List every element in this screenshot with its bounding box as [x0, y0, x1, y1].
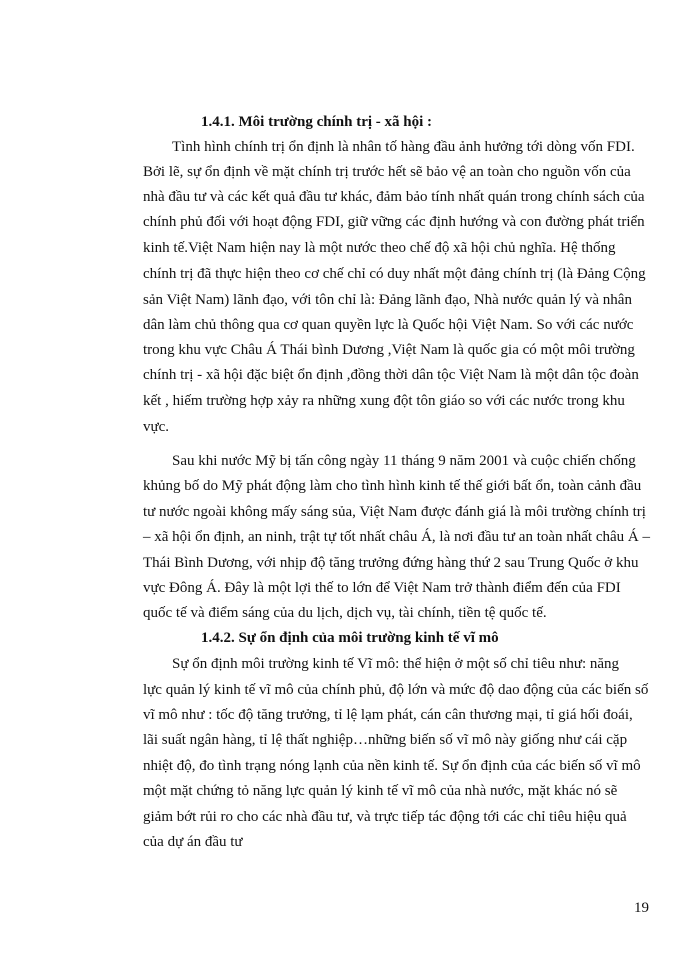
text-line: sản Việt Nam) lãnh đạo, với tôn chỉ là: Đảng lãnh đạo, Nhà nước quản lý và nhân: [143, 292, 632, 308]
text-line: của dự án đầu tư: [143, 834, 243, 850]
text-line: Bởi lẽ, sự ổn định về mặt chính trị trước hết sẽ bảo vệ an toàn cho nguồn vốn của: [143, 164, 631, 180]
text-line: lãi suất ngân hàng, tỉ lệ thất nghiệp…những biến số vĩ mô này giống như cái cặp: [143, 732, 628, 748]
text-line: nhiệt độ, đo tình trạng nóng lạnh của nền kinh tế. Sự ổn định của các biến số vĩ mô: [143, 758, 641, 774]
text-line: vĩ mô như : tốc độ tăng trưởng, tỉ lệ lạm phát, cán cân thương mại, tỉ giá hối đoái,: [143, 707, 633, 723]
text-line: quốc tế và điểm sáng của du lịch, dịch vụ, tài chính, tiền tệ quốc tế.: [143, 605, 547, 621]
text-line: lực quản lý kinh tế vĩ mô của chính phủ, độ lớn và mức độ dao động của các biến số: [143, 682, 649, 698]
text-line: chính trị đã thực hiện theo cơ chế chỉ có duy nhất một đảng chính trị (là Đảng Cộng: [143, 266, 646, 282]
text-line: nhà đầu tư và các kết quả đầu tư khác, đảm bảo tính nhất quán trong chính sách của: [143, 189, 645, 205]
text-line: dân làm chủ thông qua cơ quan quyền lực là Quốc hội Việt Nam. So với các nước: [143, 317, 634, 333]
text-line: một mặt chứng tỏ năng lực quản lý kinh tế vĩ mô của nhà nước, mặt khác nó sẽ: [143, 783, 618, 799]
text-line: Sau khi nước Mỹ bị tấn công ngày 11 tháng 9 năm 2001 và cuộc chiến chống: [172, 453, 636, 469]
text-line: – xã hội ổn định, an ninh, trật tự tốt nhất châu Á, là nơi đầu tư an toàn nhất châu Á –: [143, 529, 650, 545]
text-line: tư nước ngoài không mấy sáng sủa, Việt Nam được đánh giá là môi trường chính trị: [143, 504, 646, 520]
text-line: chính phủ đối với hoạt động FDI, giữ vững các định hướng và con đường phát triển: [143, 214, 645, 230]
text-line: khủng bố do Mỹ phát động làm cho tình hình kinh tế thế giới bất ổn, toàn cảnh đầu: [143, 478, 642, 494]
page-number: 19: [634, 900, 649, 916]
text-line: giảm bớt rủi ro cho các nhà đầu tư, và trực tiếp tác động tới các chỉ tiêu hiệu quả: [143, 809, 627, 825]
section-1-4-1-heading: 1.4.1. Môi trường chính trị - xã hội :: [201, 114, 433, 130]
text-line: chính trị - xã hội đặc biệt ổn định ,đồng thời dân tộc Việt Nam là một dân tộc đoàn: [143, 367, 639, 383]
text-line: Tình hình chính trị ổn định là nhân tố hàng đầu ảnh hưởng tới dòng vốn FDI.: [172, 139, 635, 155]
text-line: kinh tế.Việt Nam hiện nay là một nước theo chế độ xã hội chủ nghĩa. Hệ thống: [143, 240, 616, 256]
section-1-4-2-heading: 1.4.2. Sự ổn định của môi trường kinh tế vĩ mô: [201, 630, 499, 646]
text-line: vực Đông Á. Đây là một lợi thế to lớn để Việt Nam trở thành điểm đến của FDI: [143, 580, 621, 596]
text-line: Sự ổn định môi trường kinh tế Vĩ mô: thể hiện ở một số chỉ tiêu như: năng: [172, 656, 620, 672]
text-line: Thái Bình Dương, với nhịp độ tăng trưởng đứng hàng thứ 2 sau Trung Quốc ở khu: [143, 555, 639, 571]
text-line: trong khu vực Châu Á Thái bình Dương ,Việt Nam là quốc gia có một môi trường: [143, 342, 635, 358]
text-line: kết , hiếm trường hợp xảy ra những xung đột tôn giáo so với các nước trong khu: [143, 393, 625, 409]
text-line: vực.: [143, 419, 170, 435]
